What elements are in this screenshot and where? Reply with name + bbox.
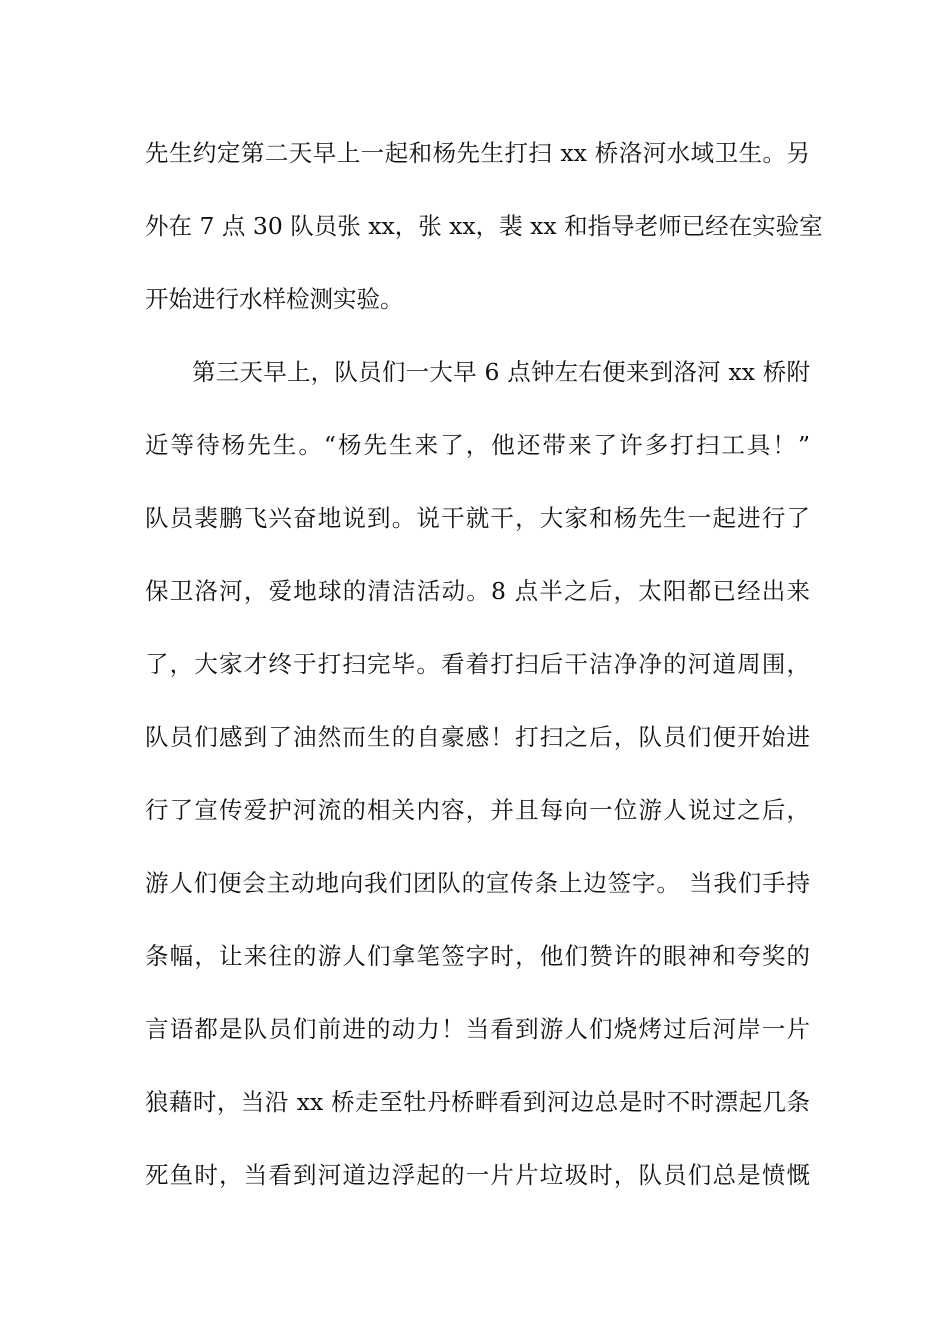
text-line: 先生约定第二天早上一起和杨先生打扫 xx 桥洛河水域卫生。另 (145, 139, 810, 167)
body-text (145, 128, 823, 1223)
text-line: 游人们便会主动地向我们团队的宣传条上边签字。 当我们手持 (145, 869, 810, 897)
text-line: 条幅，让来往的游人们拿笔签字时，他们赞许的眼神和夸奖的 (145, 942, 810, 970)
paragraph-first-line: 第三天早上，队员们一大早 6 点钟左右便来到洛河 xx 桥附 (192, 358, 810, 386)
text-line: 队员裴鹏飞兴奋地说到。说干就干，大家和杨先生一起进行了 (145, 504, 810, 532)
text-line: 队员们感到了油然而生的自豪感！打扫之后，队员们便开始进 (145, 723, 810, 751)
text-line: 保卫洛河，爱地球的清洁活动。8 点半之后，太阳都已经出来 (145, 577, 810, 605)
text-line: 言语都是队员们前进的动力！当看到游人们烧烤过后河岸一片 (145, 1015, 810, 1043)
text-line: 开始进行水样检测实验。 (145, 285, 404, 313)
text-line: 外在 7 点 30 队员张 xx，张 xx，裴 xx 和指导老师已经在实验室 (145, 212, 823, 240)
text-line: 了，大家才终于打扫完毕。看着打扫后干洁净净的河道周围， (145, 650, 810, 678)
text-line: 狼藉时，当沿 xx 桥走至牡丹桥畔看到河边总是时不时漂起几条 (145, 1088, 810, 1116)
text-line: 近等待杨先生。“杨先生来了，他还带来了许多打扫工具！” (145, 431, 810, 459)
text-line: 行了宣传爱护河流的相关内容，并且每向一位游人说过之后， (145, 796, 810, 824)
text-line: 死鱼时，当看到河道边浮起的一片片垃圾时，队员们总是愤慨 (145, 1161, 810, 1189)
